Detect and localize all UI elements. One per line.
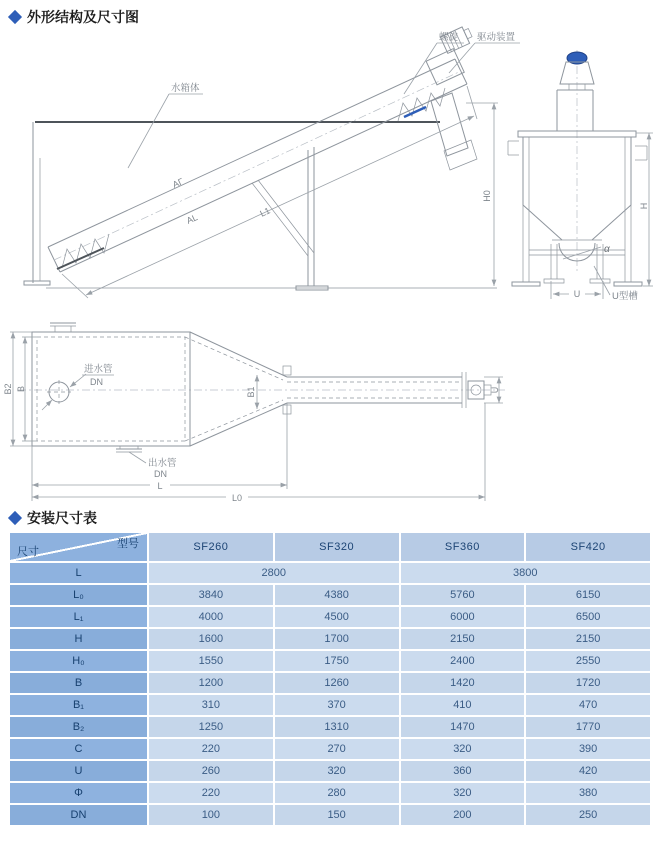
section-diamond-icon xyxy=(8,10,22,24)
dim-label-cell: U xyxy=(10,761,147,781)
dim-value-cell: 100 xyxy=(149,805,273,825)
outlet-label: 出水管 xyxy=(148,458,177,469)
dim-value-cell: 1720 xyxy=(526,673,650,693)
dim-value-cell: 370 xyxy=(275,695,399,715)
screw-label: 螺旋 xyxy=(439,32,459,43)
dim-l0-label: L0 xyxy=(231,493,243,503)
dim-label-cell: L₀ xyxy=(10,585,147,605)
table-title-text: 安装尺寸表 xyxy=(27,510,97,526)
dim-value-cell: 2800 xyxy=(149,563,399,583)
alpha-label: α xyxy=(604,244,610,255)
dim-value-cell: 1600 xyxy=(149,629,273,649)
model-header-sf320: SF320 xyxy=(275,533,399,561)
dim-value-cell: 2150 xyxy=(401,629,525,649)
dim-label-cell: B xyxy=(10,673,147,693)
dim-value-cell: 1200 xyxy=(149,673,273,693)
dim-value-cell: 1260 xyxy=(275,673,399,693)
dim-value-cell: 3800 xyxy=(401,563,651,583)
dim-value-cell: 220 xyxy=(149,783,273,803)
dim-value-cell: 1470 xyxy=(401,717,525,737)
dim-l1-label: L1 xyxy=(258,205,272,219)
dim-value-cell: 2150 xyxy=(526,629,650,649)
dim-value-cell: 4380 xyxy=(275,585,399,605)
corner-dim-label: 尺寸 xyxy=(17,546,39,558)
dim-value-cell: 1770 xyxy=(526,717,650,737)
dim-l-label: L xyxy=(157,481,163,491)
dim-label-cell: H₀ xyxy=(10,651,147,671)
spec-row xyxy=(10,651,650,671)
spec-row xyxy=(10,585,650,605)
model-header-sf360: SF360 xyxy=(401,533,525,561)
table-corner-cell xyxy=(10,533,147,561)
table-header-row xyxy=(10,533,650,561)
dim-u-plan-label: U xyxy=(490,386,500,394)
dim-h-label: H xyxy=(639,202,649,210)
spec-row xyxy=(10,673,650,693)
dim-label-cell: Φ xyxy=(10,783,147,803)
dim-value-cell: 4000 xyxy=(149,607,273,627)
dim-value-cell: 6150 xyxy=(526,585,650,605)
dim-b2-label: B2 xyxy=(3,383,13,395)
dim-label-cell: DN xyxy=(10,805,147,825)
dim-value-cell: 360 xyxy=(401,761,525,781)
plan-view xyxy=(3,323,505,503)
inlet-label: 进水管 xyxy=(84,364,113,375)
dim-value-cell: 4500 xyxy=(275,607,399,627)
dim-value-cell: 250 xyxy=(526,805,650,825)
dim-value-cell: 2550 xyxy=(526,651,650,671)
spec-row xyxy=(10,607,650,627)
dim-value-cell: 310 xyxy=(149,695,273,715)
spec-row xyxy=(10,695,650,715)
dim-value-cell: 270 xyxy=(275,739,399,759)
spec-row xyxy=(10,783,650,803)
section-diamond-icon xyxy=(8,511,22,525)
dim-value-cell: 320 xyxy=(401,783,525,803)
dim-value-cell: 150 xyxy=(275,805,399,825)
spec-row xyxy=(10,563,650,583)
end-view xyxy=(508,50,653,302)
dim-value-cell: 260 xyxy=(149,761,273,781)
dim-value-cell: 1310 xyxy=(275,717,399,737)
dim-u-side-label: U xyxy=(573,289,581,299)
dim-value-cell: 320 xyxy=(275,761,399,781)
dim-al-label: AL xyxy=(184,212,200,226)
installation-table xyxy=(8,531,652,827)
drawing-title-text: 外形结构及尺寸图 xyxy=(27,9,139,25)
spec-row xyxy=(10,805,650,825)
dim-h0-label: H0 xyxy=(482,190,492,202)
dim-value-cell: 1420 xyxy=(401,673,525,693)
dim-value-cell: 420 xyxy=(526,761,650,781)
dim-value-cell: 1250 xyxy=(149,717,273,737)
dim-b1-label: B1 xyxy=(246,386,256,398)
dim-value-cell: 390 xyxy=(526,739,650,759)
side-view xyxy=(24,25,520,298)
inlet-dn-label: DN xyxy=(90,377,103,387)
dim-value-cell: 5760 xyxy=(401,585,525,605)
dim-value-cell: 410 xyxy=(401,695,525,715)
dim-value-cell: 2400 xyxy=(401,651,525,671)
dim-b-label: B xyxy=(16,385,26,393)
dim-value-cell: 6500 xyxy=(526,607,650,627)
corner-model-label: 型号 xyxy=(117,538,139,550)
spec-row xyxy=(10,739,650,759)
dim-value-cell: 1750 xyxy=(275,651,399,671)
spec-row xyxy=(10,761,650,781)
dim-value-cell: 280 xyxy=(275,783,399,803)
table-section-title xyxy=(10,508,97,528)
model-header-sf260: SF260 xyxy=(149,533,273,561)
tank-label: 水箱体 xyxy=(171,83,200,94)
spec-row xyxy=(10,717,650,737)
dim-label-cell: B₁ xyxy=(10,695,147,715)
dim-label-cell: B₂ xyxy=(10,717,147,737)
dim-label-cell: L₁ xyxy=(10,607,147,627)
dim-value-cell: 200 xyxy=(401,805,525,825)
dim-value-cell: 3840 xyxy=(149,585,273,605)
drive-label: 驱动装置 xyxy=(477,32,516,43)
dim-value-cell: 380 xyxy=(526,783,650,803)
dim-value-cell: 1550 xyxy=(149,651,273,671)
dim-value-cell: 470 xyxy=(526,695,650,715)
spec-row xyxy=(10,629,650,649)
dim-label-cell: L xyxy=(10,563,147,583)
dim-value-cell: 320 xyxy=(401,739,525,759)
dim-label-cell: C xyxy=(10,739,147,759)
u-channel-label: U型槽 xyxy=(612,291,638,302)
dim-value-cell: 220 xyxy=(149,739,273,759)
dim-value-cell: 6000 xyxy=(401,607,525,627)
model-header-sf420: SF420 xyxy=(526,533,650,561)
dim-value-cell: 1700 xyxy=(275,629,399,649)
outlet-dn-label: DN xyxy=(154,469,167,479)
spec-table-body xyxy=(10,533,650,825)
dim-label-cell: H xyxy=(10,629,147,649)
drawing-section-title xyxy=(10,7,139,27)
dim-ag-label: AΓ xyxy=(170,176,186,190)
